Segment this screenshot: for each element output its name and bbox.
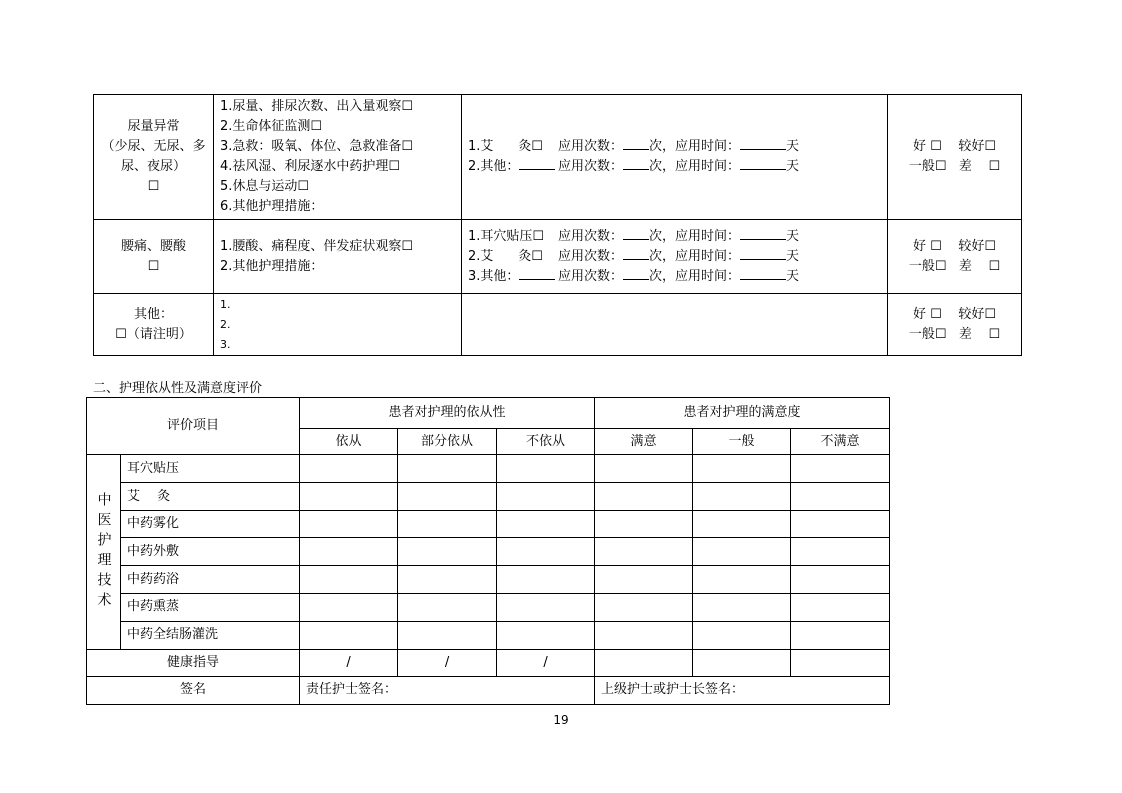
input-cell[interactable] bbox=[693, 621, 791, 649]
table-row bbox=[87, 483, 890, 511]
technique-label: 中药熏蒸 bbox=[121, 593, 300, 621]
measure-item[interactable]: 1.尿量、排尿次数、出入量观察☐ bbox=[220, 99, 414, 114]
input-cell[interactable] bbox=[300, 621, 398, 649]
technique-name-2: 灸☐ bbox=[518, 139, 543, 154]
technique-label: 艾 灸 bbox=[121, 483, 300, 511]
input-cell[interactable] bbox=[497, 538, 595, 566]
input-cell[interactable] bbox=[791, 455, 890, 483]
technique-name-2: 灸☐ bbox=[518, 248, 543, 264]
symptom-line: 尿、夜尿） bbox=[120, 159, 186, 174]
input-cell[interactable] bbox=[791, 511, 890, 538]
technique-line[interactable]: 2.其他： 应用次数： 次，应用时间： 天 bbox=[468, 159, 800, 174]
input-cell[interactable] bbox=[398, 621, 497, 649]
input-cell[interactable] bbox=[693, 649, 791, 676]
input-cell[interactable] bbox=[595, 483, 693, 511]
compliance-satisfaction-table bbox=[86, 397, 890, 705]
techniques-cell[interactable] bbox=[462, 294, 888, 356]
input-cell[interactable] bbox=[595, 538, 693, 566]
input-cell[interactable] bbox=[300, 511, 398, 538]
na-mark: / bbox=[398, 649, 497, 676]
item-header: 评价项目 bbox=[87, 398, 300, 455]
input-cell[interactable] bbox=[595, 566, 693, 593]
input-cell[interactable] bbox=[693, 511, 791, 538]
count-blank[interactable] bbox=[623, 137, 649, 150]
symptom-cell bbox=[94, 95, 214, 220]
rating-cell bbox=[888, 294, 1022, 356]
count-blank[interactable] bbox=[623, 267, 649, 280]
table-row bbox=[94, 294, 1022, 356]
input-cell[interactable] bbox=[791, 649, 890, 676]
input-cell[interactable] bbox=[497, 593, 595, 621]
technique-name: 其他： bbox=[480, 159, 520, 174]
input-cell[interactable] bbox=[693, 538, 791, 566]
input-cell[interactable] bbox=[398, 455, 497, 483]
rating-fair[interactable]: 一般☐ bbox=[908, 326, 947, 342]
measures-cell bbox=[214, 220, 462, 294]
symptom-checkbox[interactable]: ☐ bbox=[147, 179, 160, 194]
technique-label: 耳穴贴压 bbox=[121, 455, 300, 483]
input-cell[interactable] bbox=[595, 455, 693, 483]
input-cell[interactable] bbox=[398, 511, 497, 538]
health-guidance-label: 健康指导 bbox=[87, 649, 300, 676]
technique-name: 耳穴贴压☐ bbox=[480, 228, 545, 244]
col-satisfied: 满意 bbox=[595, 429, 693, 455]
measure-item[interactable]: 6.其他护理措施： bbox=[220, 199, 324, 214]
technique-name: 艾 bbox=[480, 139, 494, 154]
col-comply: 依从 bbox=[300, 429, 398, 455]
measure-item[interactable]: 3.急救：吸氧、体位、急救准备☐ bbox=[220, 139, 414, 154]
technique-name: 其他： bbox=[480, 268, 520, 284]
input-cell[interactable] bbox=[300, 566, 398, 593]
compliance-header: 患者对护理的依从性 bbox=[300, 398, 595, 429]
measure-item[interactable]: 2.其他护理措施： bbox=[220, 258, 324, 274]
table-row bbox=[87, 455, 890, 483]
time-unit: 天 bbox=[786, 159, 800, 174]
count-unit: 次，应用时间： bbox=[649, 139, 741, 154]
input-cell[interactable] bbox=[497, 621, 595, 649]
input-cell[interactable] bbox=[398, 483, 497, 511]
signature-row bbox=[87, 676, 890, 704]
input-cell[interactable] bbox=[595, 593, 693, 621]
time-blank[interactable] bbox=[740, 137, 786, 150]
count-label: 应用次数： bbox=[558, 248, 624, 264]
input-cell[interactable] bbox=[791, 538, 890, 566]
page-number: 19 bbox=[553, 713, 569, 727]
measure-item[interactable]: 4.祛风湿、利尿逐水中药护理☐ bbox=[220, 159, 401, 174]
count-label: 应用次数： bbox=[558, 268, 624, 284]
rating-poor: 差 bbox=[958, 326, 972, 342]
count-blank[interactable] bbox=[623, 247, 649, 260]
nursing-effect-table bbox=[93, 94, 1022, 356]
table-row bbox=[87, 511, 890, 538]
table-row bbox=[87, 566, 890, 593]
signature-label: 签名 bbox=[87, 676, 300, 704]
input-cell[interactable] bbox=[791, 483, 890, 511]
time-blank[interactable] bbox=[740, 267, 786, 280]
health-guidance-row bbox=[87, 649, 890, 676]
symptom-line: 其他： bbox=[133, 306, 173, 322]
input-cell[interactable] bbox=[693, 593, 791, 621]
input-cell[interactable] bbox=[497, 511, 595, 538]
input-cell[interactable] bbox=[595, 621, 693, 649]
technique-name: 艾 bbox=[480, 248, 494, 264]
rating-good[interactable]: 好 ☐ bbox=[913, 139, 942, 154]
input-cell[interactable] bbox=[791, 566, 890, 593]
techniques-cell bbox=[462, 220, 888, 294]
input-cell[interactable] bbox=[791, 593, 890, 621]
rating-better[interactable]: 较好☐ bbox=[958, 139, 996, 154]
group-label: 中医护理技术 bbox=[95, 491, 112, 612]
head-nurse-signature-field[interactable]: 上级护士或护士长签名： bbox=[595, 676, 890, 704]
table-row bbox=[87, 621, 890, 649]
measure-item[interactable]: 2.生命体征监测☐ bbox=[220, 119, 323, 134]
input-cell[interactable] bbox=[398, 566, 497, 593]
satisfaction-header: 患者对护理的满意度 bbox=[595, 398, 890, 429]
rating-poor-checkbox[interactable]: ☐ bbox=[988, 258, 1001, 274]
count-blank[interactable] bbox=[623, 157, 649, 170]
time-blank[interactable] bbox=[740, 227, 786, 240]
table-row bbox=[94, 220, 1022, 294]
rating-better[interactable]: 较好☐ bbox=[958, 238, 996, 254]
measure-item[interactable]: 5.休息与运动☐ bbox=[220, 179, 310, 194]
table-row bbox=[94, 95, 1022, 220]
symptom-line: 尿量异常 bbox=[127, 119, 180, 134]
time-unit: 天 bbox=[786, 228, 800, 244]
count-blank[interactable] bbox=[623, 227, 649, 240]
count-unit: 次，应用时间： bbox=[649, 248, 741, 264]
rating-fair[interactable]: 一般☐ bbox=[908, 159, 947, 174]
input-cell[interactable] bbox=[300, 593, 398, 621]
symptom-cell bbox=[94, 294, 214, 356]
symptom-line: 腰痛、腰酸 bbox=[120, 238, 186, 254]
input-cell[interactable] bbox=[300, 538, 398, 566]
count-unit: 次，应用时间： bbox=[649, 268, 741, 284]
rating-good[interactable]: 好 ☐ bbox=[913, 238, 942, 254]
col-not-comply: 不依从 bbox=[497, 429, 595, 455]
rating-cell bbox=[888, 95, 1022, 220]
technique-label: 中药全结肠灌洗 bbox=[121, 621, 300, 649]
input-cell[interactable] bbox=[791, 621, 890, 649]
technique-line[interactable]: 3.其他： 应用次数： 次，应用时间： 天 bbox=[468, 268, 800, 284]
table-row bbox=[87, 538, 890, 566]
time-unit: 天 bbox=[786, 268, 800, 284]
technique-line[interactable]: 1.艾 灸☐ 应用次数： 次，应用时间： 天 bbox=[468, 139, 800, 154]
time-blank[interactable] bbox=[740, 247, 786, 260]
measure-item[interactable]: 1. bbox=[220, 297, 231, 311]
symptom-cell bbox=[94, 220, 214, 294]
rating-poor-checkbox[interactable]: ☐ bbox=[988, 159, 1001, 174]
input-cell[interactable] bbox=[398, 593, 497, 621]
rating-poor-checkbox[interactable]: ☐ bbox=[988, 326, 1001, 342]
technique-line[interactable]: 1.耳穴贴压☐ 应用次数： 次，应用时间： 天 bbox=[468, 228, 800, 244]
symptom-checkbox[interactable]: ☐（请注明） bbox=[115, 326, 192, 342]
input-cell[interactable] bbox=[693, 483, 791, 511]
count-unit: 次，应用时间： bbox=[649, 228, 741, 244]
input-cell[interactable] bbox=[497, 483, 595, 511]
group-label-cell bbox=[87, 455, 121, 650]
rating-fair[interactable]: 一般☐ bbox=[908, 258, 947, 274]
na-mark: / bbox=[300, 649, 398, 676]
count-label: 应用次数： bbox=[558, 159, 624, 174]
nurse-signature-field[interactable]: 责任护士签名： bbox=[300, 676, 595, 704]
header-row bbox=[87, 398, 890, 429]
measure-item[interactable]: 1.腰酸、痛程度、伴发症状观察☐ bbox=[220, 238, 414, 254]
section-title: 二、护理依从性及满意度评价 bbox=[93, 381, 263, 396]
symptom-line: （少尿、无尿、多 bbox=[101, 139, 206, 154]
rating-poor: 差 bbox=[958, 159, 972, 174]
measure-item[interactable]: 2. bbox=[220, 317, 231, 331]
rating-good[interactable]: 好 ☐ bbox=[913, 306, 942, 322]
input-cell[interactable] bbox=[300, 483, 398, 511]
rating-cell bbox=[888, 220, 1022, 294]
time-unit: 天 bbox=[786, 248, 800, 264]
input-cell[interactable] bbox=[300, 455, 398, 483]
input-cell[interactable] bbox=[693, 566, 791, 593]
rating-better[interactable]: 较好☐ bbox=[958, 306, 996, 322]
table-row bbox=[87, 593, 890, 621]
na-mark: / bbox=[497, 649, 595, 676]
measures-cell bbox=[214, 294, 462, 356]
technique-label: 中药雾化 bbox=[121, 511, 300, 538]
input-cell[interactable] bbox=[595, 511, 693, 538]
technique-label: 中药药浴 bbox=[121, 566, 300, 593]
col-partial-comply: 部分依从 bbox=[398, 429, 497, 455]
col-unsatisfied: 不满意 bbox=[791, 429, 890, 455]
technique-label: 中药外敷 bbox=[121, 538, 300, 566]
measures-cell bbox=[214, 95, 462, 220]
other-blank[interactable] bbox=[519, 267, 555, 280]
input-cell[interactable] bbox=[595, 649, 693, 676]
input-cell[interactable] bbox=[398, 538, 497, 566]
rating-poor: 差 bbox=[958, 258, 972, 274]
input-cell[interactable] bbox=[497, 455, 595, 483]
time-blank[interactable] bbox=[740, 157, 786, 170]
count-label: 应用次数： bbox=[558, 228, 624, 244]
col-neutral: 一般 bbox=[693, 429, 791, 455]
count-unit: 次，应用时间： bbox=[649, 159, 741, 174]
count-label: 应用次数： bbox=[558, 139, 624, 154]
measure-item[interactable]: 3. bbox=[220, 337, 231, 351]
symptom-checkbox[interactable]: ☐ bbox=[147, 258, 160, 274]
techniques-cell bbox=[462, 95, 888, 220]
input-cell[interactable] bbox=[497, 566, 595, 593]
technique-line[interactable]: 2.艾 灸☐ 应用次数： 次，应用时间： 天 bbox=[468, 248, 800, 264]
time-unit: 天 bbox=[786, 139, 800, 154]
input-cell[interactable] bbox=[693, 455, 791, 483]
other-blank[interactable] bbox=[519, 157, 555, 170]
